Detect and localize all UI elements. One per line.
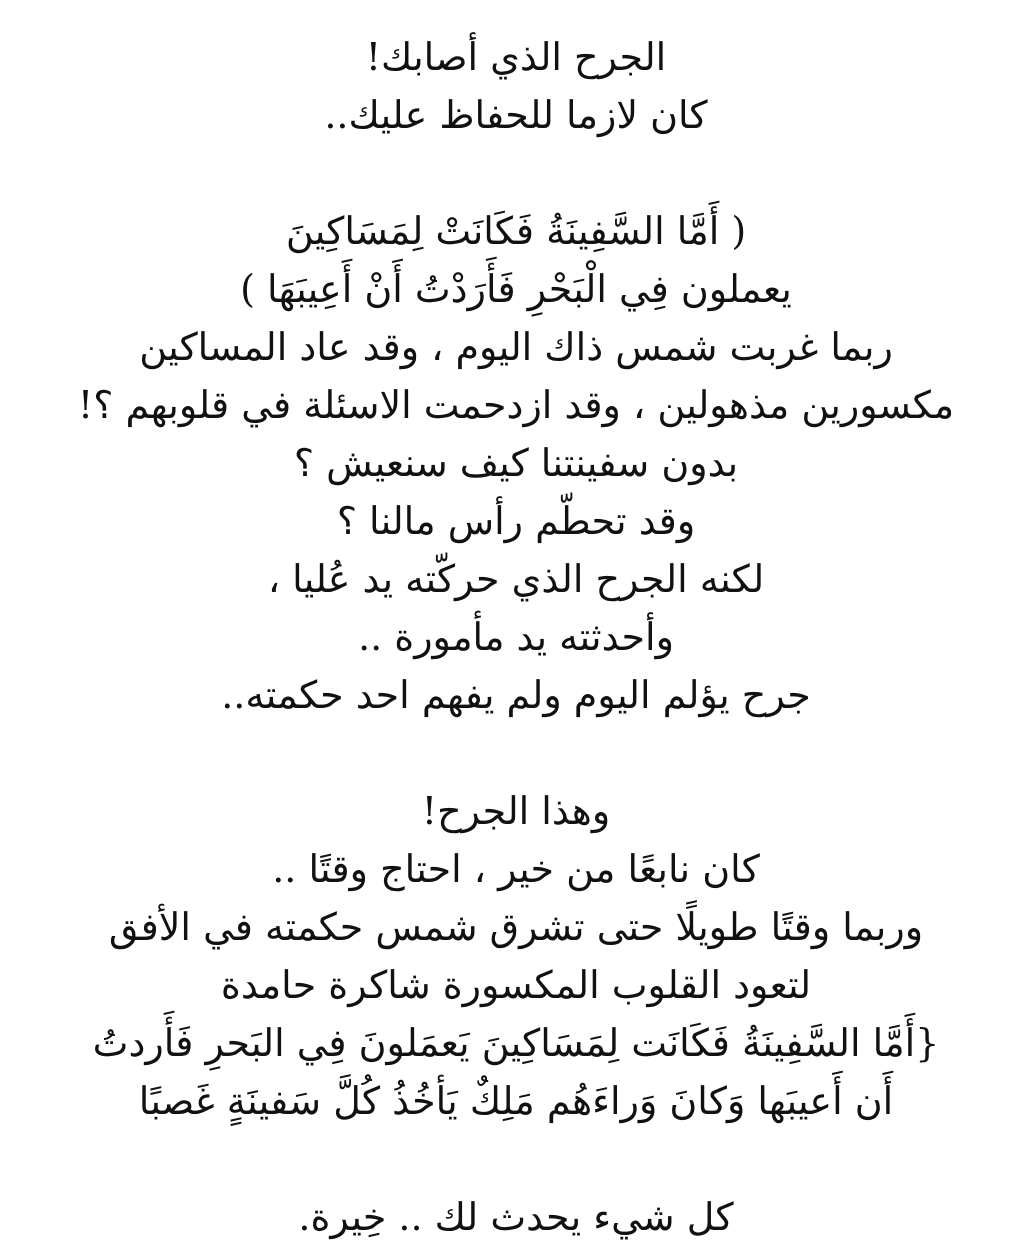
poem-line: بدون سفينتنا كيف سنعيش ؟ <box>293 441 739 485</box>
stanza-wisdom <box>40 782 992 1130</box>
poem-line: وأحدثته يد مأمورة .. <box>358 615 674 659</box>
poem-line: لكنه الجرح الذي حركّته يد عُليا ، <box>267 557 765 601</box>
stanza-ship-verse <box>40 202 992 724</box>
poem-line: كل شيء يحدث لك .. خِيرة. <box>298 1195 734 1239</box>
poem-line: وهذا الجرح! <box>421 789 611 833</box>
poem-line: مكسورين مذهولين ، وقد ازدحمت الاسئلة في قلوبهم ؟! <box>77 383 955 427</box>
poem-line: ( أَمَّا السَّفِينَةُ فَكَانَتْ لِمَسَاكِينَ <box>285 209 747 253</box>
stanza-opening <box>40 28 992 144</box>
poem-line: كان نابعًا من خير ، احتاج وقتًا .. <box>272 847 760 891</box>
poem-line: وربما وقتًا طويلًا حتى تشرق شمس حكمته في الأفق <box>108 905 924 949</box>
poem-line: ربما غربت شمس ذاك اليوم ، وقد عاد المساكين <box>139 325 893 369</box>
poem-text <box>40 28 992 1246</box>
poem-line: الجرح الذي أصابك! <box>365 35 667 79</box>
poem-line: يعملون فِي الْبَحْرِ فَأَرَدْتُ أَنْ أَعِيبَهَا ) <box>240 267 792 311</box>
poem-line: وقد تحطّم رأس مالنا ؟ <box>336 499 696 543</box>
poem-line: لتعود القلوب المكسورة شاكرة حامدة <box>220 963 812 1007</box>
poem-line: {أَمَّا السَّفِينَةُ فَكَانَت لِمَسَاكِينَ يَعمَلونَ فِي البَحرِ فَأَردتُ <box>92 1021 940 1065</box>
stanza-spacer <box>40 144 992 202</box>
poem-line: كان لازما للحفاظ عليك.. <box>324 93 708 137</box>
poem-line: أَن أَعيبَها وَكانَ وَراءَهُم مَلِكٌ يَأخُذُ كُلَّ سَفينَةٍ غَصبًا <box>138 1079 894 1123</box>
stanza-spacer <box>40 1130 992 1188</box>
stanza-closing <box>40 1188 992 1246</box>
stanza-spacer <box>40 724 992 782</box>
poem-line: جرح يؤلم اليوم ولم يفهم احد حكمته.. <box>221 673 811 717</box>
